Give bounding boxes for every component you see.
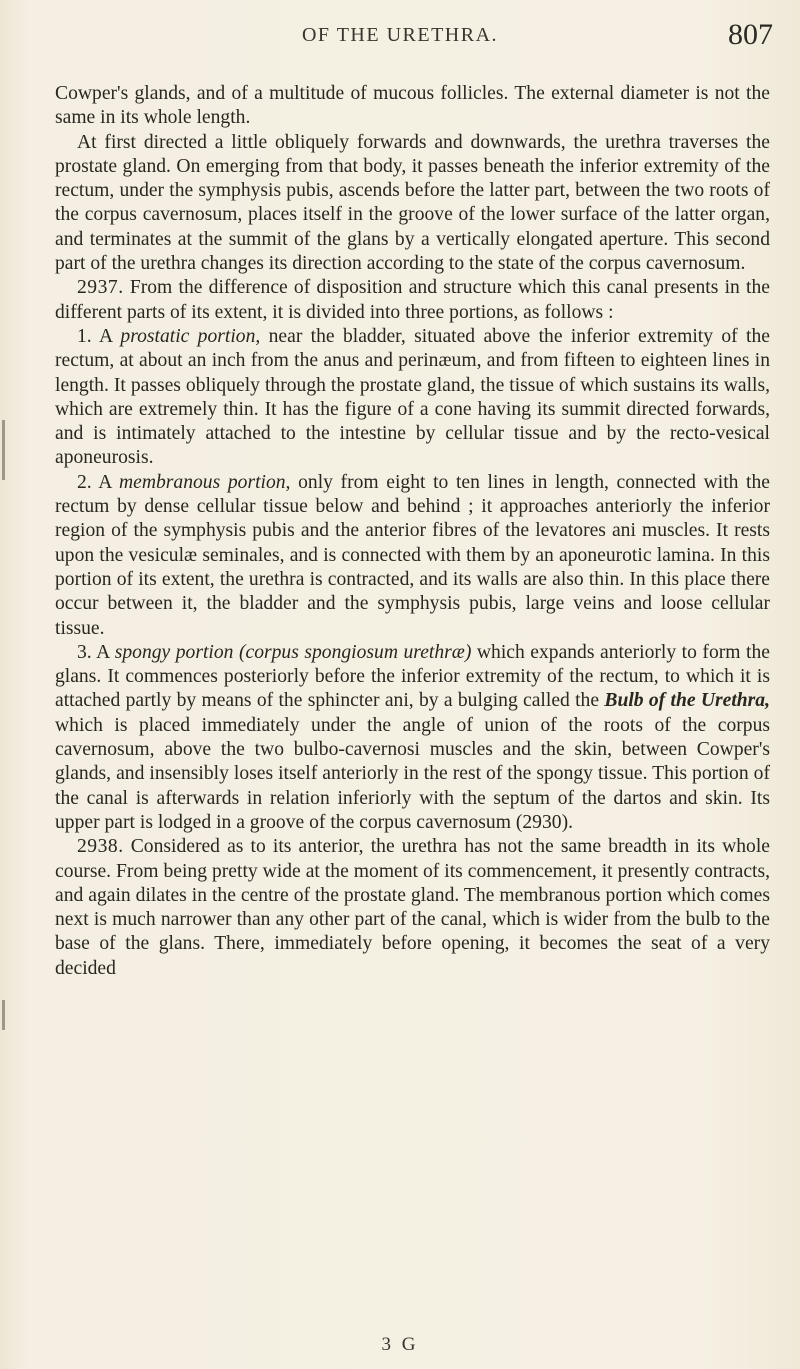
portion-name: prostatic portion, [120, 325, 261, 347]
portion-name: membranous portion, [118, 471, 291, 493]
body-text [55, 82, 770, 981]
lead-word: A [98, 325, 113, 347]
binding-shadow [2, 420, 5, 480]
section-number: 2937. [77, 277, 124, 299]
paragraph-text: At first directed a little obliquely forwards and downwards, the urethra traverses the prostate gland. On emerging from that body, it passes beneath the inferior extremity of the rectum, under the symphysis pubis, ascends before the latter part, between the two roots of the corpus cavernosum, places itself in the groove of the lower surface of the latter organ, and terminates at the summit of the glans by a vertically elongated aperture. This second part of the urethra changes its direction according to the state of the corpus cavernosum. [55, 131, 770, 275]
paragraph-text: From the difference of disposition and structure which this canal presents in the different parts of its extent, it is divided into three portions, as follows : [55, 277, 770, 323]
list-number: 2. [77, 471, 92, 493]
portion-name: spongy portion (corpus spongiosum urethræ) [114, 641, 472, 663]
paragraph [55, 835, 770, 981]
running-title: OF THE URETHRA. [301, 24, 499, 46]
paragraph [55, 471, 770, 641]
paragraph [55, 276, 770, 325]
paragraph-text: near the bladder, situated above the inferior extremity of the rectum, at about an inch from the anus and perinæum, and from fifteen to eighteen lines in length. It passes obliquely through the prostate gland, the tissue of which sustains its walls, which are extremely thin. It has the figure of a cone having its summit directed forwards, and is intimately attached to the intestine by cellular tissue and by the recto-vesical aponeurosis. [55, 325, 770, 469]
paragraph [55, 82, 770, 131]
list-number: 1. [77, 325, 92, 347]
paragraph [55, 641, 770, 835]
paragraph-text: only from eight to ten lines in length, connected with the rectum by dense cellular tissue below and behind ; it approaches anteriorly the inferior region of the symphysis pubis and the anterior fibres of the levatores ani muscles. It rests upon the vesiculæ seminales, and is connected with them by an aponeurotic lamina. In this portion of its extent, the urethra is contracted, and its walls are also thin. In this place there occur between it, the bladder and the symphysis pubis, large veins and loose cellular tissue. [55, 471, 770, 639]
paragraph [55, 131, 770, 277]
paragraph [55, 325, 770, 471]
list-number: 3. [77, 641, 92, 663]
section-number: 2938. [77, 836, 124, 858]
lead-word: A [98, 471, 112, 493]
paragraph-text: Considered as to its anterior, the urethra has not the same breadth in its whole course. From being pretty wide at the moment of its commencement, it presently contracts, and again dilates in the centre of the prostate gland. The membranous portion which comes next is much narrower than any other part of the canal, which is wider from the bulb to the base of the glans. There, immediately before opening, it becomes the seat of a very decided [55, 836, 770, 979]
bulb-term: Bulb of the Urethra, [604, 690, 770, 712]
page-header [0, 18, 800, 58]
page-number: 807 [728, 18, 773, 51]
paragraph-text: which expands anteriorly to form the glans. It commences posteriorly before the inferior extremity of the rectum, to which it is attached partly by means of the sphincter ani, by a bulging called the [55, 641, 770, 712]
binding-shadow [2, 1000, 5, 1030]
paragraph-text: which is placed immediately under the angle of union of the roots of the corpus cavernosum, above the two bulbo-cavernosi muscles and the skin, between Cowper's glands, and insensibly loses itself anteriorly in the rest of the spongy tissue. This portion of the canal is afterwards in relation inferiorly with the septum of the dartos and skin. Its upper part is lodged in a groove of the corpus cavernosum (2930). [55, 714, 770, 833]
paragraph-text: Cowper's glands, and of a multitude of mucous follicles. The external diameter is not the same in its whole length. [55, 83, 770, 129]
signature-mark: 3 G [381, 1334, 419, 1355]
lead-word: A [96, 641, 110, 663]
